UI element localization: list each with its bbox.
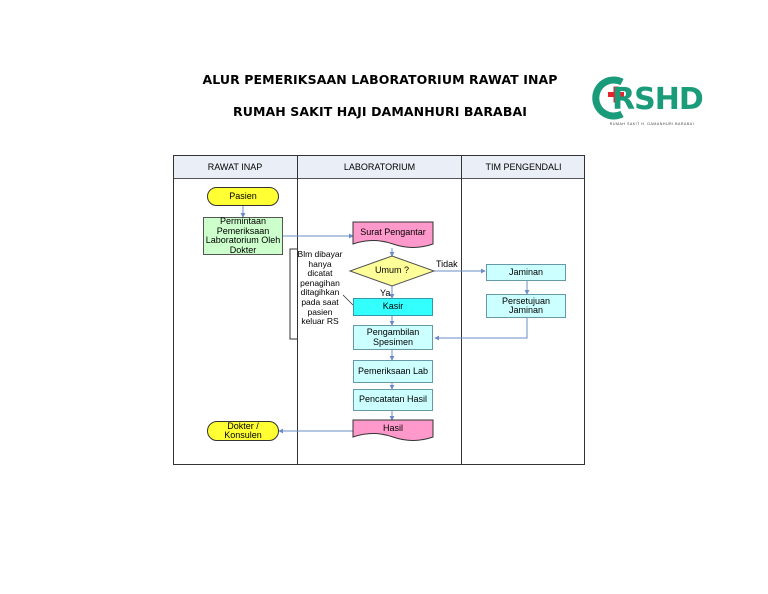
node-pasien: Pasien [207, 187, 279, 206]
hospital-logo [592, 72, 710, 132]
lane-header-rawat-inap: RAWAT INAP [173, 155, 297, 179]
label-ya: Ya [380, 288, 391, 298]
node-permintaan: Permintaan Pemeriksaan Laboratorium Oleh Dokter [203, 217, 283, 255]
node-jaminan: Jaminan [486, 264, 566, 281]
note-payment: Blm dibayar hanya dicatat penagihan ditagihkan pada saat pasien keluar RS [297, 249, 343, 327]
lane-header-laboratorium: LABORATORIUM [297, 155, 462, 179]
node-hasil: Hasil [382, 422, 403, 433]
page-subtitle: RUMAH SAKIT HAJI DAMANHURI BARABAI [232, 104, 527, 119]
node-dokter-konsulen: Dokter / Konsulen [207, 421, 279, 441]
label-tidak: Tidak [436, 259, 458, 269]
node-surat-pengantar: Surat Pengantar [360, 227, 426, 238]
node-persetujuan-jaminan: Persetujuan Jaminan [486, 294, 566, 318]
lane-header-tim-pengendali: TIM PENGENDALI [462, 155, 585, 179]
node-pengambilan-spesimen: Pengambilan Spesimen [353, 325, 433, 350]
node-pencatatan-hasil: Pencatatan Hasil [353, 389, 433, 411]
node-umum-decision: Umum ? [374, 265, 409, 276]
logo-text: RSHD [612, 82, 703, 117]
page-title: ALUR PEMERIKSAAN LABORATORIUM RAWAT INAP [202, 72, 558, 87]
logo-tagline: RUMAH SAKIT H. DAMANHURI BARABAI [609, 122, 695, 126]
node-kasir: Kasir [353, 298, 433, 316]
node-pemeriksaan-lab: Pemeriksaan Lab [353, 360, 433, 383]
flowchart [173, 155, 585, 465]
